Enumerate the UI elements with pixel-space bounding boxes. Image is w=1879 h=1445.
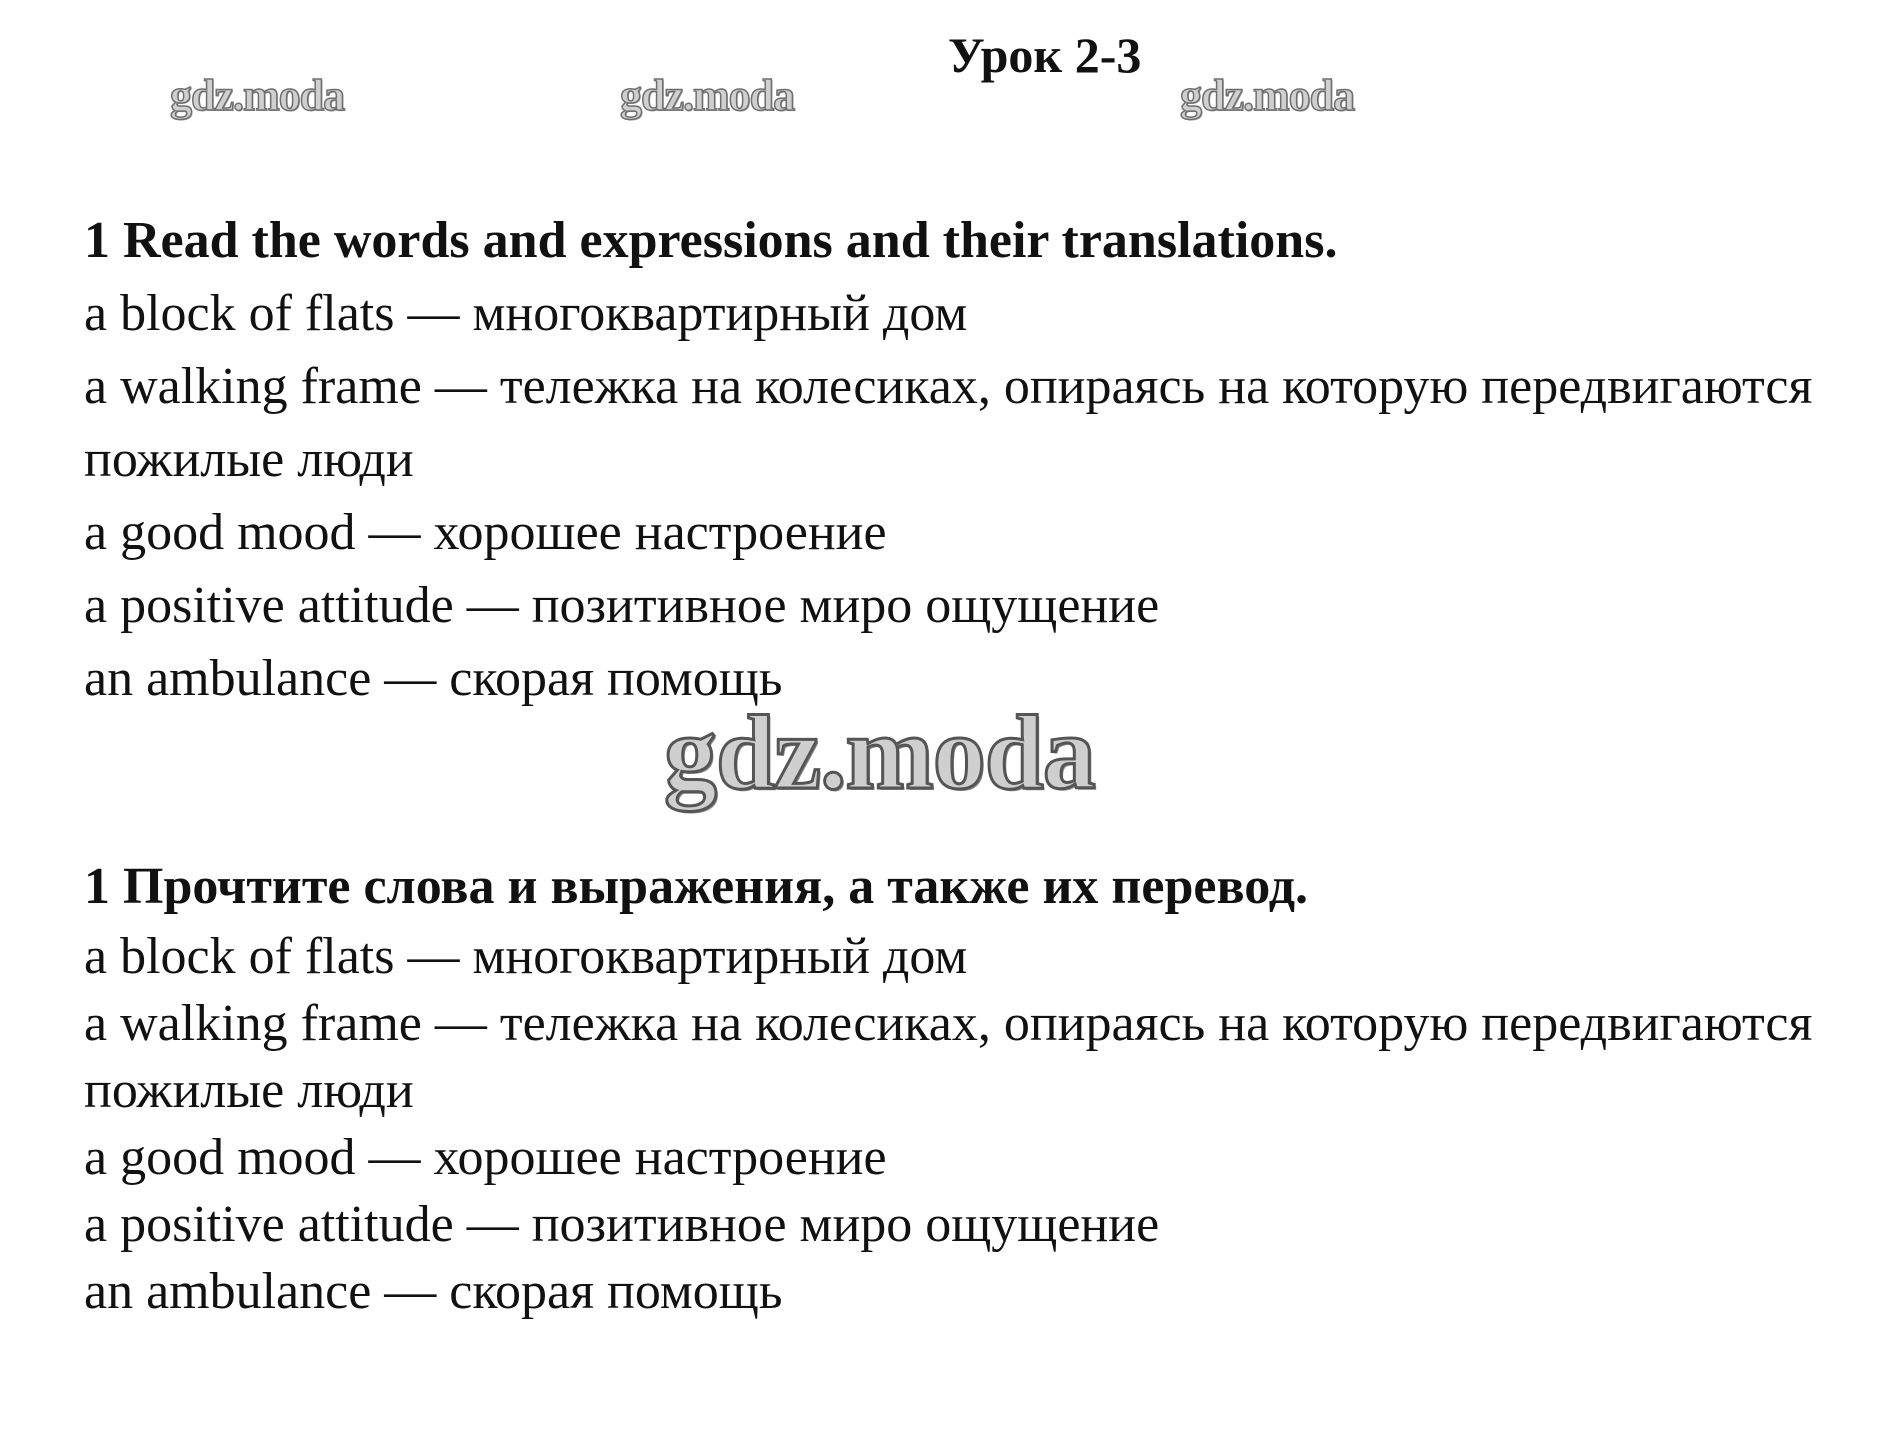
entry-dash: — (407, 928, 460, 985)
entry-translation: многоквартирный дом (472, 285, 968, 342)
section-english (84, 205, 1844, 715)
list-item (84, 350, 1844, 496)
entry-translation: хорошее настроение (433, 1129, 887, 1186)
watermark-top-center: gdz.moda (620, 71, 795, 120)
entry-translation: тележка на колесиках, опираясь на которую передвигаются пожилые люди (84, 995, 1826, 1119)
entry-translation: тележка на колесиках, опираясь на которую передвигаются пожилые люди (84, 358, 1826, 488)
watermark-top-right: gdz.moda (1180, 71, 1355, 120)
list-item (84, 990, 1844, 1124)
list-item (84, 277, 1844, 350)
list-item (84, 1191, 1844, 1258)
watermark-center: gdz.moda (664, 694, 1095, 811)
entry-dash: — (434, 358, 487, 415)
entry-translation: позитивное миро ощущение (531, 577, 1160, 634)
entry-term: a walking frame (84, 995, 422, 1052)
list-item (84, 569, 1844, 642)
list-item (84, 923, 1844, 990)
entry-term: a walking frame (84, 358, 422, 415)
entry-translation: многоквартирный дом (472, 928, 968, 985)
entry-dash: — (384, 1263, 437, 1320)
page-title: Урок 2-3 (948, 27, 1142, 83)
entry-term: a block of flats (84, 285, 395, 342)
entry-term: a block of flats (84, 928, 395, 985)
section-heading: 1 Read the words and expressions and their translations. (84, 212, 1338, 269)
list-item (84, 496, 1844, 569)
entry-translation: хорошее настроение (433, 504, 887, 561)
entry-dash: — (434, 995, 487, 1052)
entry-translation: позитивное миро ощущение (531, 1196, 1160, 1253)
entry-term: an ambulance (84, 650, 372, 707)
entry-dash: — (466, 1196, 519, 1253)
watermark-top-left: gdz.moda (170, 71, 345, 120)
entry-dash: — (384, 650, 437, 707)
entry-dash: — (368, 1129, 421, 1186)
entry-dash: — (407, 285, 460, 342)
section-heading: 1 Прочтите слова и выражения, а также их перевод. (84, 858, 1309, 915)
entry-term: a good mood (84, 504, 356, 561)
entry-term: a positive attitude (84, 1196, 454, 1253)
list-item (84, 1124, 1844, 1191)
entry-translation: скорая помощь (449, 650, 783, 707)
entry-term: a good mood (84, 1129, 356, 1186)
entry-list (84, 277, 1844, 715)
entry-term: an ambulance (84, 1263, 372, 1320)
entry-dash: — (466, 577, 519, 634)
entry-dash: — (368, 504, 421, 561)
entry-translation: скорая помощь (449, 1263, 783, 1320)
section-russian (84, 851, 1844, 1325)
entry-term: a positive attitude (84, 577, 454, 634)
entry-list (84, 923, 1844, 1325)
list-item (84, 1258, 1844, 1325)
